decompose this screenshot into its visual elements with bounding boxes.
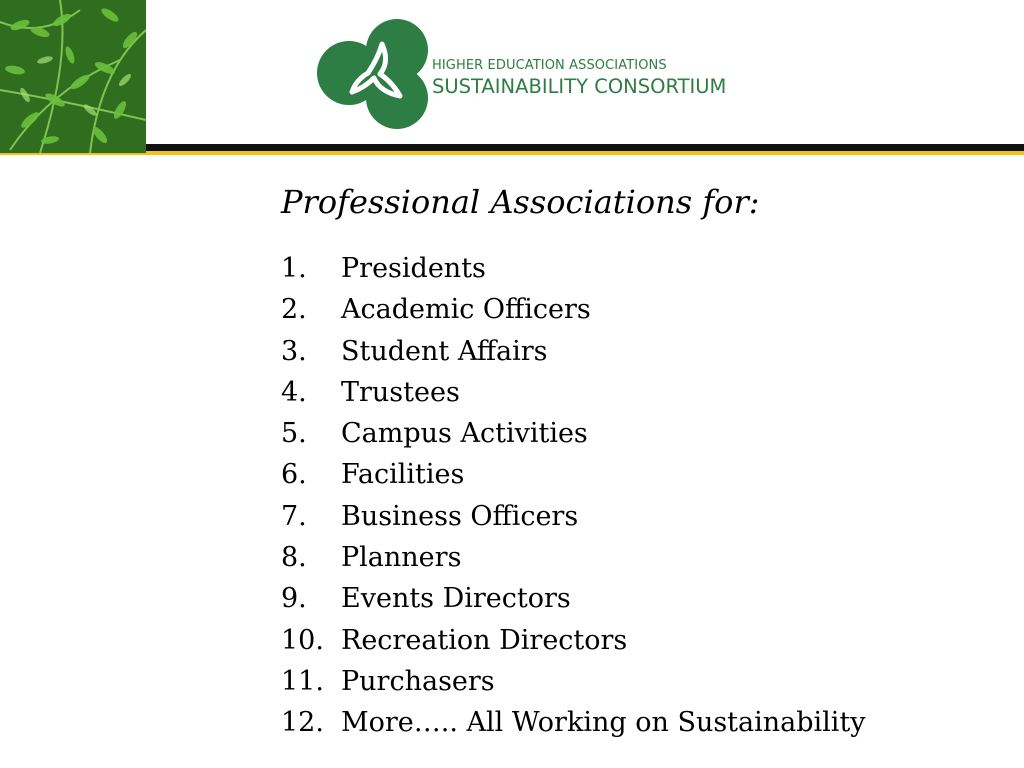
list-label: More….. All Working on Sustainability bbox=[341, 707, 866, 739]
list-item bbox=[281, 413, 866, 454]
list-number: 5. bbox=[281, 418, 307, 450]
fern-underline bbox=[0, 153, 146, 155]
list-item bbox=[281, 331, 866, 372]
logo-line-associations: HIGHER EDUCATION ASSOCIATIONS bbox=[432, 58, 667, 73]
consortium-logo-icon bbox=[316, 18, 436, 136]
header-stripe-gold bbox=[146, 151, 1024, 155]
list-number: 8. bbox=[281, 542, 307, 574]
list-item bbox=[281, 661, 866, 702]
list-number: 2. bbox=[281, 294, 307, 326]
list-item bbox=[281, 289, 866, 330]
list-number: 7. bbox=[281, 500, 307, 532]
list-item bbox=[281, 454, 866, 495]
list-item bbox=[281, 372, 866, 413]
list-item bbox=[281, 702, 866, 743]
list-label: Academic Officers bbox=[341, 294, 591, 326]
list-label: Recreation Directors bbox=[341, 624, 628, 656]
list-label: Business Officers bbox=[341, 500, 579, 532]
list-item bbox=[281, 537, 866, 578]
header-stripe-black bbox=[146, 144, 1024, 151]
associations-list bbox=[281, 248, 866, 744]
list-label: Events Directors bbox=[341, 583, 571, 615]
list-label: Trustees bbox=[341, 376, 460, 408]
list-number: 4. bbox=[281, 376, 307, 408]
list-number: 11. bbox=[281, 665, 324, 697]
fern-image bbox=[0, 0, 146, 153]
list-label: Planners bbox=[341, 542, 462, 574]
list-label: Student Affairs bbox=[341, 335, 548, 367]
list-number: 10. bbox=[281, 624, 324, 656]
consortium-logo-text bbox=[432, 58, 726, 98]
list-number: 9. bbox=[281, 583, 307, 615]
list-number: 12. bbox=[281, 707, 324, 739]
list-item bbox=[281, 496, 866, 537]
slide-heading: Professional Associations for: bbox=[281, 183, 760, 221]
list-label: Facilities bbox=[341, 459, 465, 491]
list-label: Campus Activities bbox=[341, 418, 588, 450]
list-number: 1. bbox=[281, 253, 307, 284]
list-label: Presidents bbox=[341, 253, 486, 284]
list-item bbox=[281, 578, 866, 619]
list-number: 6. bbox=[281, 459, 307, 491]
list-item bbox=[281, 620, 866, 661]
list-item bbox=[281, 248, 866, 289]
list-number: 3. bbox=[281, 335, 307, 367]
list-label: Purchasers bbox=[341, 665, 495, 697]
logo-line-consortium: SUSTAINABILITY CONSORTIUM bbox=[432, 75, 727, 98]
